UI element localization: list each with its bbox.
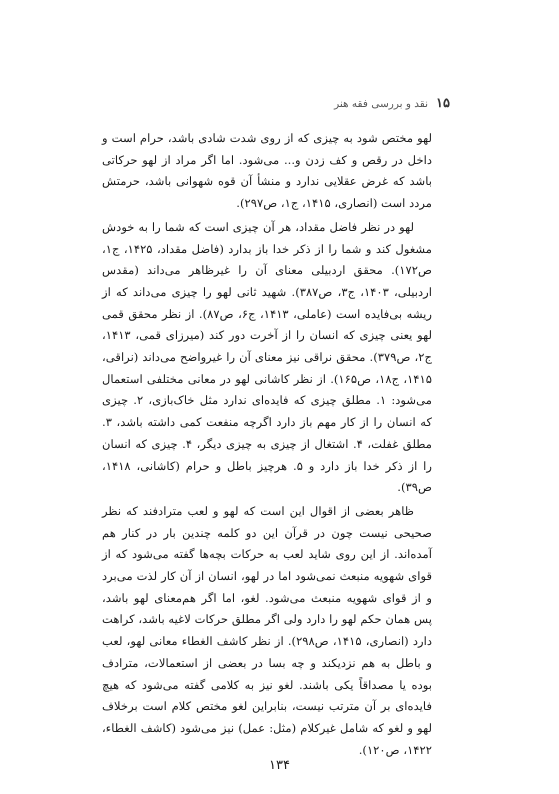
header-title: نقد و بررسی فقه هنر xyxy=(334,98,429,110)
body-text xyxy=(102,128,432,761)
header-page-number: ۱۵ xyxy=(436,96,450,111)
footer-page-number: ۱۳۴ xyxy=(269,758,290,773)
paragraph-3: ظاهر بعضی از اقوال این است که لهو و لعب مترادفند که نظر صحیحی نیست چون در قرآن این دو کلمه چندین بار در کنار هم آمده‌اند. از این روی شاید لعب به حرکات بچه‌ها گفته می‌شود که از قوای شهویه منبعث نمی‌شود اما در لهو، انسان از آن کار لذت می‌برد و از قوای شهویه منبعث می‌شود. لغو، اما اگر هم‌معنای لهو باشد، پس همان حکم لهو را دارد ولی اگر مطلق حرکات لاغیه باشد، کراهت دارد (انصاری، ۱۴۱۵، ص۲۹۸). از نظر کاشف الغطاء معانی لهو، لعب و باطل به هم نزدیکند و چه بسا در بعضی از استعمالات، مترادف بوده یا مصداقاً یکی باشند. لغو نیز به کلامی گفته می‌شود که هیچ فایده‌ای بر آن مترتب نیست، بنابراین لغو مختص کلام است برخلاف لهو و لغو که شامل غیرکلام (مثل: عمل) نیز می‌شود (کاشف الغطاء، ۱۴۲۲، ص۱۲۰). xyxy=(102,503,432,757)
paragraph-1: لهو مختص شود به چیزی که از روی شدت شادی باشد، حرام است و داخل در رقص و کف زدن و... می‌شود. اما اگر مراد از لهو حرکاتی باشد که غرض عقلایی ندارد و منشأ آن قوه شهوانی باشد، حرمتش مردد است (انصاری، ۱۴۱۵، ج۱، ص۲۹۷). xyxy=(102,131,432,211)
paragraph-2: لهو در نظر فاضل مقداد، هر آن چیزی است که شما را به خودش مشغول کند و شما را از ذکر خدا باز بدارد (فاضل مقداد، ۱۴۲۵، ج۱، ص۱۷۲). محقق اردبیلی معنای آن را غیرظاهر می‌داند (مقدس اردبیلی، ۱۴۰۳، ج۳، ص۳۸۷). شهید ثانی لهو را چیزی می‌داند که از ریشه بی‌فایده است (عاملی، ۱۴۱۳، ج۶، ص۸۷). از نظر محقق قمی لهو یعنی چیزی که انسان را از آخرت دور کند (میرزای قمی، ۱۴۱۳، ج۲، ص۳۷۹). محقق نراقی نیز معنای آن را غیرواضح می‌داند (نراقی، ۱۴۱۵، ج۱۸، ص۱۶۵). از نظر کاشانی لهو در معانی مختلفی استعمال می‌شود: ۱. مطلق چیزی که فایده‌ای ندارد مثل خاک‌بازی، ۲. چیزی که انسان را از کار مهم باز دارد اگرچه منفعت کمی داشته باشد، ۳. مطلق غفلت، ۴. اشتغال از چیزی به چیزی دیگر، ۴. چیزی که انسان را از ذکر خدا باز دارد و ۵. هرچیز باطل و حرام (کاشانی، ۱۴۱۸، ص۳۹). xyxy=(102,219,433,495)
running-header xyxy=(120,96,450,111)
